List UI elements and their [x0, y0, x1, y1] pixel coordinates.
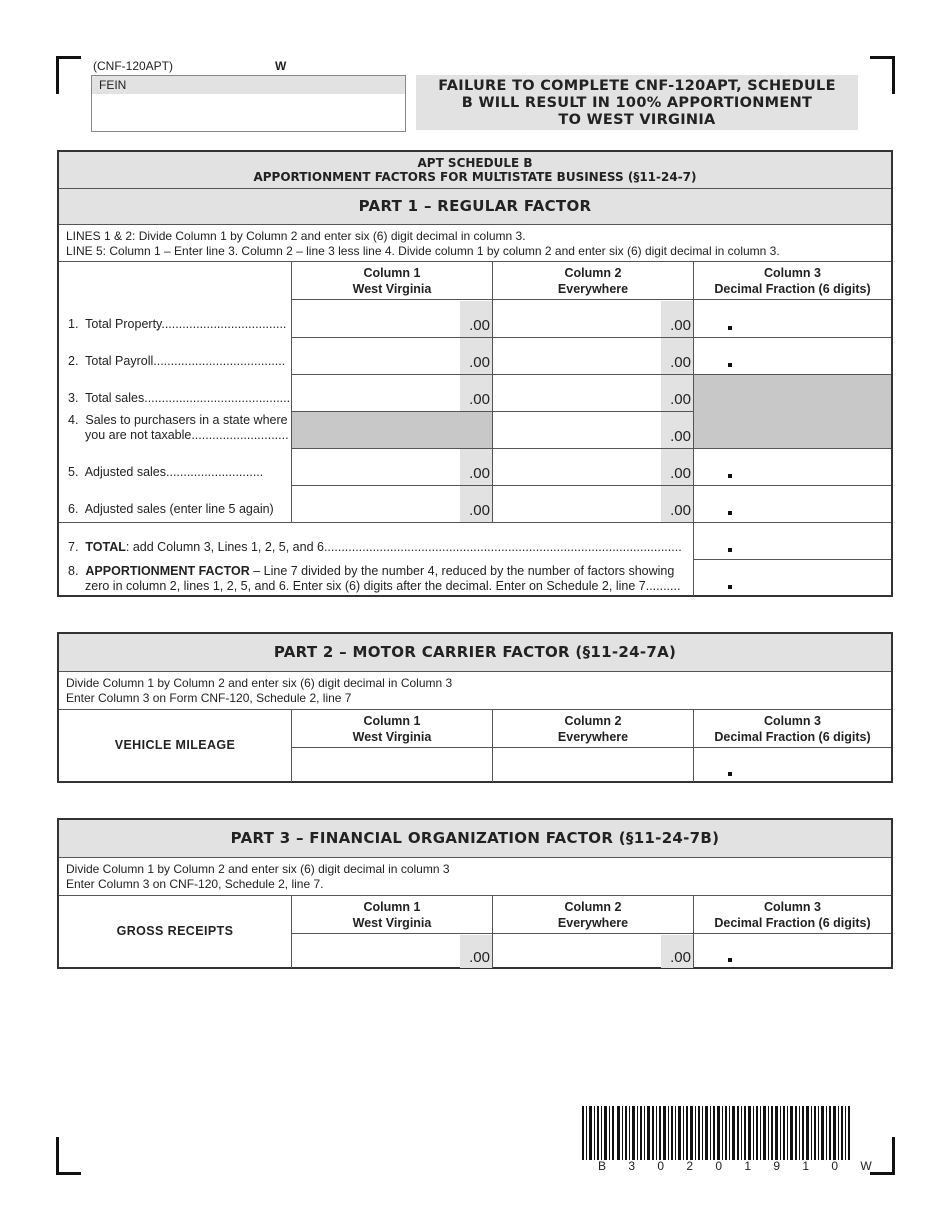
warning-line: FAILURE TO COMPLETE CNF-120APT, SCHEDULE	[438, 78, 836, 94]
cents-label: .00	[661, 935, 693, 968]
line-number: 2.	[68, 354, 79, 368]
schedule-title-line: APT SCHEDULE B	[417, 156, 533, 170]
fein-label: FEIN	[92, 76, 405, 94]
cents-label: .00	[460, 449, 492, 485]
warning-banner	[416, 75, 858, 130]
line-bold-text: TOTAL	[85, 540, 126, 554]
warning-line: B WILL RESULT IN 100% APPORTIONMENT	[461, 95, 813, 111]
cents-label: .00	[661, 449, 693, 485]
line-number: 3.	[68, 391, 79, 405]
mileage-col3-input[interactable]	[694, 749, 891, 782]
line-text: : add Column 3, Lines 1, 2, 5, and 6.......................................................................................................	[125, 540, 682, 554]
column1-shaded-line-4	[291, 411, 492, 448]
column1-header	[291, 262, 492, 300]
column-title: Column 3	[764, 714, 821, 728]
part2-title: PART 2 – MOTOR CARRIER FACTOR (§11-24-7A)	[59, 634, 891, 672]
column2-header	[492, 262, 693, 300]
column-title: Column 2	[564, 900, 622, 914]
line-number: 8.	[68, 564, 79, 578]
cents-label: .00	[460, 375, 492, 411]
line-text: you are not taxable............................	[85, 428, 289, 442]
instruction-line: LINES 1 & 2: Divide Column 1 by Column 2 and enter six (6) digit decimal in column 3.	[66, 229, 526, 243]
receipts-col3-input[interactable]	[694, 935, 891, 968]
line4-col2-field	[493, 412, 693, 448]
part1-section	[57, 150, 893, 597]
barcode-text	[598, 1159, 882, 1173]
decimal-point	[728, 326, 732, 330]
fein-input[interactable]	[92, 94, 405, 129]
column-title: Column 1	[363, 900, 421, 914]
line-text: Adjusted sales............................	[84, 465, 264, 479]
line-text: zero in column 2, lines 1, 2, 5, and 6. Enter six (6) digits after the decimal. Enter on Schedule 2, line 7..........	[85, 579, 681, 593]
line5-col3-field	[694, 449, 891, 485]
column-title: Column 3	[764, 266, 821, 280]
gross-receipts-label: GROSS RECEIPTS	[116, 924, 234, 938]
decimal-point	[728, 474, 732, 478]
line-bold-text: APPORTIONMENT FACTOR	[85, 564, 250, 578]
column-subtitle: Decimal Fraction (6 digits)	[714, 916, 871, 930]
line1-col1-input[interactable]	[292, 301, 457, 337]
line1-col2-input[interactable]	[493, 301, 658, 337]
part1-title: PART 1 – REGULAR FACTOR	[59, 189, 891, 225]
warning-line: TO WEST VIRGINIA	[558, 112, 716, 128]
column3-shaded-lines-3-4	[693, 374, 891, 448]
line-number: 5.	[68, 465, 79, 479]
line-number: 4.	[68, 413, 79, 427]
line-text: Adjusted sales (enter line 5 again)	[84, 502, 274, 516]
corner-mark-bottom-left	[56, 1137, 81, 1175]
column1-header	[291, 896, 492, 934]
cents-label: .00	[460, 935, 492, 968]
line6-col1-field	[292, 486, 492, 522]
line1-col3-field	[694, 301, 891, 337]
decimal-point	[728, 585, 732, 589]
form-id: (CNF-120APT)	[93, 59, 174, 73]
line2-label	[68, 354, 285, 369]
line2-col3-input[interactable]	[694, 338, 891, 374]
line2-col1-field	[292, 338, 492, 374]
line8-label	[68, 564, 680, 594]
column2-header	[492, 896, 693, 934]
decimal-point	[728, 958, 732, 962]
cents-label: .00	[460, 486, 492, 522]
line5-col1-input[interactable]	[292, 449, 457, 485]
line5-label	[68, 465, 263, 480]
line-number: 6.	[68, 502, 79, 516]
receipts-col1-input[interactable]	[292, 935, 457, 968]
line6-label	[68, 502, 274, 517]
part3-grid	[59, 896, 891, 968]
line7-col3-field	[694, 523, 891, 559]
instruction-line: LINE 5: Column 1 – Enter line 3. Column 2 – line 3 less line 4. Divide column 1 by column 2 and enter six (6) digit decimal in column 3.	[66, 244, 780, 258]
part1-grid	[59, 262, 891, 596]
barcode-image	[582, 1106, 850, 1160]
part3-title: PART 3 – FINANCIAL ORGANIZATION FACTOR (§11-24-7B)	[59, 820, 891, 858]
column-title: Column 1	[363, 266, 421, 280]
column-subtitle: Decimal Fraction (6 digits)	[714, 730, 871, 744]
mileage-col3-field	[694, 749, 891, 782]
line2-col1-input[interactable]	[292, 338, 457, 374]
receipts-col1-field	[292, 935, 492, 968]
line6-col1-input[interactable]	[292, 486, 457, 522]
decimal-point	[728, 363, 732, 367]
line2-col2-input[interactable]	[493, 338, 658, 374]
line5-col2-input[interactable]	[493, 449, 658, 485]
cents-label: .00	[661, 301, 693, 337]
part3-section	[57, 818, 893, 969]
line-text: Total sales..........................................	[85, 391, 291, 405]
line-text: Sales to purchasers in a state where	[85, 413, 288, 427]
column1-header	[291, 710, 492, 748]
line5-col2-field	[493, 449, 693, 485]
column3-header	[693, 896, 891, 934]
instruction-line: Enter Column 3 on Form CNF-120, Schedule 2, line 7	[66, 691, 352, 705]
column-subtitle: West Virginia	[352, 730, 432, 744]
column-title: Column 3	[764, 900, 821, 914]
decimal-point	[728, 511, 732, 515]
line3-col1-input[interactable]	[292, 375, 457, 411]
schedule-subtitle: APPORTIONMENT FACTORS FOR MULTISTATE BUSINESS (§11-24-7)	[253, 170, 697, 184]
decimal-point	[728, 548, 732, 552]
line-text: – Line 7 divided by the number 4, reduced by the number of factors showing	[249, 564, 675, 578]
instruction-line: Divide Column 1 by Column 2 and enter six (6) digit decimal in column 3	[66, 862, 450, 876]
part3-instructions	[59, 858, 891, 896]
fein-field-box	[91, 75, 406, 132]
line6-col3-field	[694, 486, 891, 522]
line4-label	[68, 413, 289, 443]
line5-col1-field	[292, 449, 492, 485]
cents-label: .00	[661, 375, 693, 411]
cents-label: .00	[460, 338, 492, 374]
column-subtitle: Decimal Fraction (6 digits)	[714, 282, 871, 296]
line-text: Total Payroll......................................	[85, 354, 286, 368]
line7-total-input[interactable]	[694, 523, 891, 559]
mileage-col1-input[interactable]	[292, 749, 492, 782]
part2-section	[57, 632, 893, 783]
line6-col2-input[interactable]	[493, 486, 658, 522]
w-mark: W	[275, 59, 287, 73]
column-title: Column 2	[564, 266, 622, 280]
line8-col3-field	[694, 560, 891, 596]
column3-header	[693, 262, 891, 300]
receipts-col2-field	[493, 935, 693, 968]
line4-col2-input[interactable]	[493, 412, 658, 448]
line-text: Total Property....................................	[85, 317, 287, 331]
receipts-col3-field	[694, 935, 891, 968]
column-subtitle: Everywhere	[557, 282, 629, 296]
vehicle-mileage-label: VEHICLE MILEAGE	[114, 738, 236, 752]
line1-col1-field	[292, 301, 492, 337]
corner-mark-top-left	[56, 56, 81, 94]
line5-col3-input[interactable]	[694, 449, 891, 485]
line3-label	[68, 391, 290, 406]
line1-label	[68, 317, 286, 332]
corner-mark-top-right	[870, 56, 895, 94]
line8-apportionment-input[interactable]	[694, 560, 891, 596]
instruction-line: Enter Column 3 on CNF-120, Schedule 2, line 7.	[66, 877, 324, 891]
line6-col2-field	[493, 486, 693, 522]
line-number: 7.	[68, 540, 79, 554]
decimal-point	[728, 772, 732, 776]
barcode-text-value: B 3 0 2 0 1 9 1 0 W	[598, 1159, 882, 1173]
part1-instructions	[59, 225, 891, 262]
column3-header	[693, 710, 891, 748]
line2-col3-field	[694, 338, 891, 374]
cents-label: .00	[661, 486, 693, 522]
schedule-title	[59, 152, 891, 189]
column-title: Column 2	[564, 714, 622, 728]
receipts-col2-input[interactable]	[493, 935, 658, 968]
column-title: Column 1	[363, 714, 421, 728]
cents-label: .00	[460, 301, 492, 337]
mileage-col1-field	[292, 749, 492, 782]
mileage-col2-input[interactable]	[493, 749, 693, 782]
line3-col2-field	[493, 375, 693, 411]
mileage-col2-field	[493, 749, 693, 782]
line-number: 1.	[68, 317, 79, 331]
column-subtitle: West Virginia	[352, 916, 432, 930]
line1-col3-input[interactable]	[694, 301, 891, 337]
column-subtitle: West Virginia	[352, 282, 432, 296]
line3-col2-input[interactable]	[493, 375, 658, 411]
part2-instructions	[59, 672, 891, 710]
cents-label: .00	[661, 338, 693, 374]
line1-col2-field	[493, 301, 693, 337]
instruction-line: Divide Column 1 by Column 2 and enter six (6) digit decimal in Column 3	[66, 676, 453, 690]
line7-label	[68, 540, 682, 555]
line2-col2-field	[493, 338, 693, 374]
line3-col1-field	[292, 375, 492, 411]
line6-col3-input[interactable]	[694, 486, 891, 522]
column2-header	[492, 710, 693, 748]
cents-label: .00	[661, 412, 693, 448]
column-subtitle: Everywhere	[557, 916, 629, 930]
part2-grid	[59, 710, 891, 782]
column-subtitle: Everywhere	[557, 730, 629, 744]
